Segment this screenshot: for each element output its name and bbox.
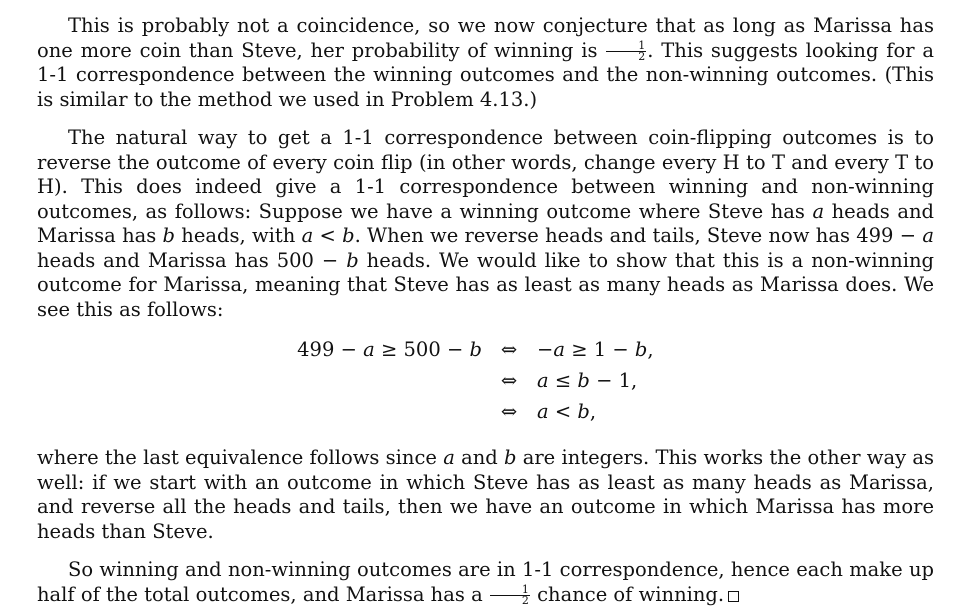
paragraph-text: . This suggests looking for a 1-1 correspondence between the winning outcomes and the non-winning outcomes. (This is similar to the method we used in Problem 4.13.) bbox=[37, 38, 934, 111]
fraction-numerator: 1 bbox=[606, 41, 646, 52]
paragraph-text: where the last equivalence follows since bbox=[37, 446, 444, 469]
paragraph-text: heads and Marissa has bbox=[37, 199, 935, 247]
fraction-one-half bbox=[490, 585, 530, 606]
paragraph-text: heads, with bbox=[175, 224, 302, 247]
paragraph-equivalence-note bbox=[37, 446, 934, 544]
fraction-denominator: 2 bbox=[521, 594, 529, 607]
equation-rhs: a ≤ b − 1, bbox=[537, 369, 638, 392]
variable-b: b bbox=[346, 248, 359, 272]
paragraph-text: The natural way to get a 1-1 correspondence between coin-flipping outcomes is to reverse the outcome of every coin flip (in other words, change every H to T and every T to H). This does indeed give a 1-1 correspondence between winning and non-winning outcomes, as follows: Suppose we have a winning outcome where Steve has bbox=[37, 126, 934, 223]
equation-row bbox=[37, 398, 934, 426]
paragraph-text: and bbox=[454, 446, 504, 469]
paragraph-conjecture bbox=[37, 14, 934, 112]
equation-rhs: a < b, bbox=[537, 400, 597, 423]
variable-a: a bbox=[812, 199, 825, 223]
variable-b: b bbox=[162, 224, 176, 247]
paragraph-text: So winning and non-winning outcomes are in 1-1 correspondence, hence each make up half of the total outcomes, and Marissa has a bbox=[37, 558, 934, 606]
variable-a: a bbox=[443, 446, 455, 469]
paragraph-text: chance of winning. bbox=[530, 582, 725, 606]
variable-a: a bbox=[922, 224, 934, 247]
equation-row bbox=[37, 367, 934, 395]
fraction-one-half bbox=[606, 41, 646, 62]
iff-symbol: ⇔ bbox=[500, 338, 518, 361]
fraction-denominator: 2 bbox=[638, 50, 646, 64]
equation-rhs: −a ≥ 1 − b, bbox=[537, 338, 654, 361]
iff-symbol: ⇔ bbox=[500, 400, 518, 423]
paragraph-correspondence bbox=[37, 126, 934, 322]
fraction-numerator: 1 bbox=[490, 585, 530, 596]
paragraph-text: are integers. This works the other way as well: if we start with an outcome in which Steve has as least as many heads as Marissa, and reverse all the heads and tails, then we have an outcome in which Marissa has more heads than Steve. bbox=[37, 446, 934, 543]
paragraph-conclusion bbox=[37, 558, 934, 607]
document-page bbox=[37, 14, 934, 607]
equation-row bbox=[37, 336, 934, 364]
inequality-a-lt-b: a < b bbox=[301, 224, 355, 247]
paragraph-text: heads and Marissa has 500 − bbox=[37, 248, 347, 272]
qed-square-icon bbox=[728, 591, 739, 602]
paragraph-text: heads. We would like to show that this is a non-winning outcome for Marissa, meaning that Steve has as least as many heads as Marissa does. We see this as follows: bbox=[37, 248, 934, 321]
paragraph-text: . When we reverse heads and tails, Steve now has 499 − bbox=[354, 224, 923, 247]
iff-symbol: ⇔ bbox=[500, 369, 518, 392]
paragraph-text: This is probably not a coincidence, so we now conjecture that as long as Marissa has one more coin than Steve, her probability of winning is bbox=[37, 14, 934, 62]
equation-block bbox=[37, 336, 934, 430]
equation-lhs: 499 − a ≥ 500 − b bbox=[297, 338, 482, 361]
variable-b: b bbox=[504, 446, 517, 469]
